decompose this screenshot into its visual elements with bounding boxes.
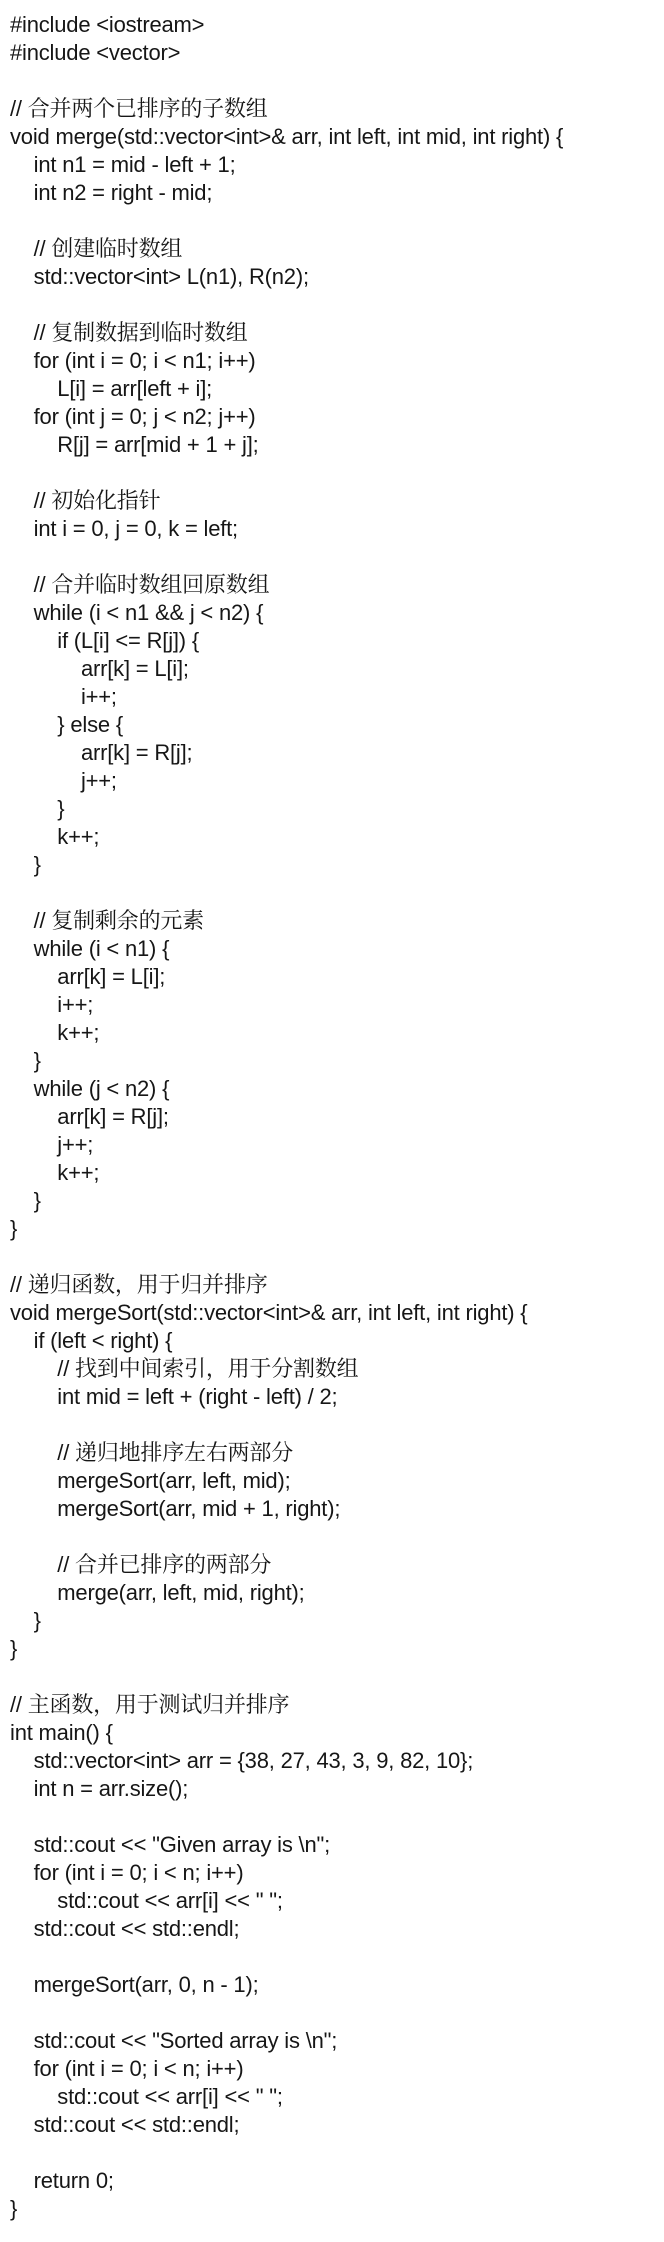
code-line: int main() { [10,1720,113,1745]
code-line: return 0; [10,2168,114,2193]
code-line: } [10,796,65,821]
code-line: std::cout << std::endl; [10,1916,240,1941]
code-line: } [10,852,41,877]
code-line: k++; [10,1160,100,1185]
code-line: } [10,1188,41,1213]
code-line [10,879,660,907]
code-line [10,207,660,235]
code-line: while (i < n1) { [10,936,170,961]
code-line [10,291,660,319]
code-line: void mergeSort(std::vector<int>& arr, int left, int right) { [10,1300,528,1325]
code-line: mergeSort(arr, left, mid); [10,1468,291,1493]
code-line: for (int i = 0; i < n1; i++) [10,348,256,373]
code-line: arr[k] = L[i]; [10,964,166,989]
code-line: std::vector<int> L(n1), R(n2); [10,264,309,289]
code-line: i++; [10,684,117,709]
code-line: #include <vector> [10,40,181,65]
code-line: // 合并两个已排序的子数组 [10,96,268,121]
code-line: for (int j = 0; j < n2; j++) [10,404,256,429]
code-line: void merge(std::vector<int>& arr, int left, int mid, int right) { [10,124,564,149]
code-line: // 递归函数，用于归并排序 [10,1272,268,1297]
code-line: arr[k] = L[i]; [10,656,189,681]
code-line: mergeSort(arr, 0, n - 1); [10,1972,259,1997]
code-line: // 初始化指针 [10,488,161,513]
code-line: } [10,2196,18,2221]
code-line: } [10,1216,18,1241]
code-line: // 找到中间索引，用于分割数组 [10,1356,359,1381]
code-line [10,459,660,487]
code-line: arr[k] = R[j]; [10,1104,169,1129]
code-line: R[j] = arr[mid + 1 + j]; [10,432,259,457]
code-line: for (int i = 0; i < n; i++) [10,1860,244,1885]
code-line [10,1999,660,2027]
code-line: std::vector<int> arr = {38, 27, 43, 3, 9, 82, 10}; [10,1748,474,1773]
code-line: // 复制数据到临时数组 [10,320,248,345]
code-line: } [10,1048,41,1073]
code-line: std::cout << arr[i] << " "; [10,1888,283,1913]
code-line: int n1 = mid - left + 1; [10,152,236,177]
code-line [10,2139,660,2167]
code-line: std::cout << std::endl; [10,2112,240,2137]
code-line [10,67,660,95]
code-line: std::cout << "Given array is \n"; [10,1832,331,1857]
code-line: for (int i = 0; i < n; i++) [10,2056,244,2081]
code-line: i++; [10,992,94,1017]
code-line [10,1943,660,1971]
code-line [10,1803,660,1831]
code-line: k++; [10,1020,100,1045]
code-line: merge(arr, left, mid, right); [10,1580,305,1605]
code-line: // 创建临时数组 [10,236,183,261]
code-line: int n2 = right - mid; [10,180,213,205]
code-line: int mid = left + (right - left) / 2; [10,1384,338,1409]
code-line: // 主函数，用于测试归并排序 [10,1692,290,1717]
code-line: #include <iostream> [10,12,205,37]
code-line: mergeSort(arr, mid + 1, right); [10,1496,341,1521]
code-line: if (L[i] <= R[j]) { [10,628,199,653]
code-line: // 合并已排序的两部分 [10,1552,272,1577]
code-line: k++; [10,824,100,849]
code-line: int n = arr.size(); [10,1776,189,1801]
code-line: } [10,1636,18,1661]
code-line: while (j < n2) { [10,1076,170,1101]
code-line: while (i < n1 && j < n2) { [10,600,264,625]
code-line: std::cout << "Sorted array is \n"; [10,2028,338,2053]
code-line: } else { [10,712,123,737]
code-line: // 复制剩余的元素 [10,908,204,933]
code-line: j++; [10,768,117,793]
code-line [10,543,660,571]
code-line: // 递归地排序左右两部分 [10,1440,294,1465]
code-line: L[i] = arr[left + i]; [10,376,213,401]
code-line: if (left < right) { [10,1328,173,1353]
code-line: // 合并临时数组回原数组 [10,572,270,597]
code-line: int i = 0, j = 0, k = left; [10,516,238,541]
code-line: std::cout << arr[i] << " "; [10,2084,283,2109]
code-line [10,1243,660,1271]
code-line: j++; [10,1132,94,1157]
code-line [10,1411,660,1439]
code-line: } [10,1608,41,1633]
code-line [10,1663,660,1691]
code-line: arr[k] = R[j]; [10,740,193,765]
code-line [10,1523,660,1551]
